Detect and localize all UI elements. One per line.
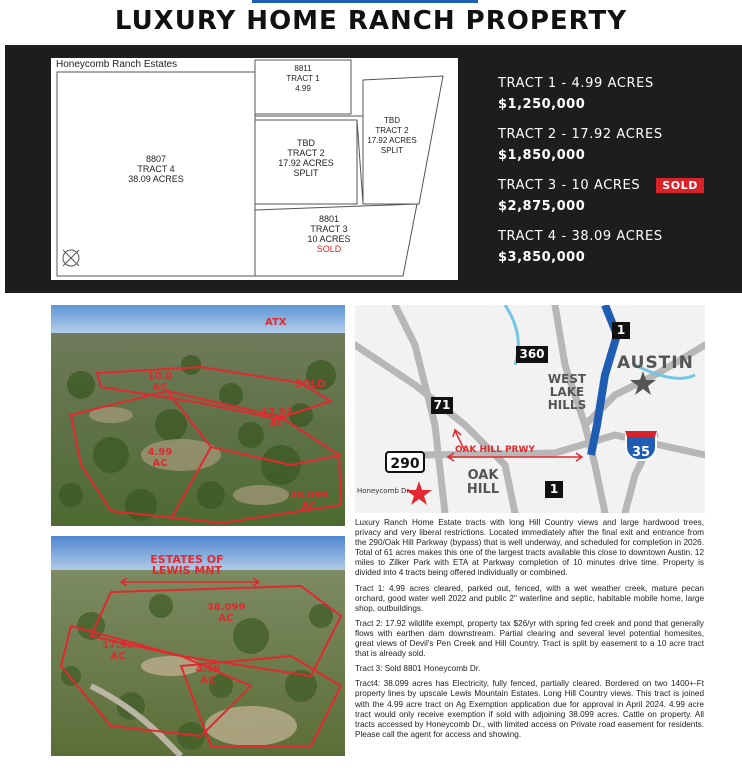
description-tract3: Tract 3: Sold 8801 Honeycomb Dr. [355,664,481,674]
photo2-label-4ac: 4.99 AC [195,664,221,686]
tract-name: TRACT 3 - 10 ACRES [498,178,641,193]
tract-item [498,76,738,127]
map-label-oak-hill-prwy: OAK HILL PRWY [455,445,535,455]
highway-shield-290: 290 [385,451,425,473]
photo1-label-17ac: 17.92 AC [261,407,293,429]
tract-price-list [498,76,738,280]
lot-sold-label: SOLD [316,244,342,254]
map-roads [355,305,705,513]
map-label-west-lake-hills: WEST LAKE HILLS [547,372,587,412]
lot-tract: TRACT 1 [286,74,320,83]
description-tract4: Tract4: 38.099 acres has Electricity, fully fenced, partially cleared. Bordered on two 1400+-Ft property lines by upscale Lewis Mountain Estates. Long Hill Country views. This tract is joined with the 4.99 acre tract on Ag Exemption application due for approval in April 2024. 4.99 acre tract would only receive exemption if sold with adjoining 38.099 acres. Cattle on property. All tracts accessed by Honeycomb Dr., with limited access on Private road easement for residents. Please call the agent for access and showing. [355,679,704,739]
lot-note: SPLIT [293,168,319,178]
lot-id: TBD [297,138,315,148]
photo2-label-17ac: 17.92 AC [102,640,134,662]
highway-shield-360: 360 [516,346,548,363]
photo1-label-10ac: 10.0 AC [147,371,173,393]
description-intro: Luxury Ranch Home Estate tracts with long Hill Country views and large hardwood trees, privacy and very liberal restrictions. Located immediately after the final exit and entrance from the 290/Oak Hill Parkway (bypass) that is well underway, and scheduled for completion in 2026. Total of 61 acres makes this one of the largest tracts available this close to downtown Austin. 12 miles to Zilker Park with ETA at Parkway completion of 10 minutes drive time. Property is divided into 4 tracts being offered individually or combined. [355,518,704,578]
lot-id: 8807 [145,154,167,164]
plat-lines [51,58,458,280]
description-tract1: Tract 1: 4.99 acres cleared, parked out, fenced, with a wet weather creek, mature pecan orchard, good water well 2022 and public 2" waterline and septic, habitable mobile home, large shop, outbuildings. [355,583,704,613]
plat-lot-tract2-west [266,138,346,178]
tract-price: $3,850,000 [498,250,586,265]
photo2-label-estates: ESTATES OF LEWIS MNT [150,553,224,577]
lot-acres: 17.92 ACRES [278,158,334,168]
tract-name: TRACT 1 - 4.99 ACRES [498,76,654,91]
photo1-label-38ac: 38.099 AC [289,490,329,512]
highway-shield-1-south: 1 [545,481,563,498]
lot-tract: TRACT 2 [375,126,409,135]
highway-shield-71: 71 [431,397,453,414]
tract-item [498,229,738,280]
plat-lot-tract3 [299,214,359,254]
lot-acres: 10 ACRES [307,234,351,244]
lot-tract: TRACT 3 [310,224,348,234]
tract-price: $1,850,000 [498,148,586,163]
photo2-label-38ac: 38.099 AC [206,602,246,624]
aerial-photo-2 [51,536,345,756]
tract-item [498,178,738,229]
lot-acres: 38.09 ACRES [128,174,184,184]
photo1-label-sold: SOLD [295,379,326,390]
lot-tract: TRACT 4 [137,164,175,174]
map-label-honeycomb-dr: Honeycomb Dr. [357,487,411,495]
plat-map [51,58,458,280]
map-label-austin: AUSTIN [617,353,694,373]
plat-lot-tract1 [273,64,333,94]
tract-price: $1,250,000 [498,97,586,112]
lot-acres: 17.92 ACRES [367,136,417,145]
property-description [355,518,704,745]
lot-acres: 4.99 [295,84,311,93]
top-accent-line [252,0,478,3]
lot-id: 8801 [318,214,340,224]
description-tract2: Tract 2: 17.92 wildlife exempt, property tax $26/yr with spring fed creek and pond that generally flows with earthen dam downstream. Partial clearing and several level potential homesites, great views of Devil's Pen Creek and Hill Country. Tract is split by easement to a 10 acre tract that is already sold. [355,618,704,659]
tract-item [498,127,738,178]
tract-price: $2,875,000 [498,199,586,214]
map-label-oak-hill: OAK HILL [466,468,500,497]
page-title: LUXURY HOME RANCH PROPERTY [114,6,628,36]
aerial-photo-1 [51,305,345,526]
plat-lot-tract2-east [365,116,419,156]
highway-shield-35: 35 [625,431,657,461]
lot-id: 8811 [294,64,312,73]
tract-name: TRACT 2 - 17.92 ACRES [498,127,663,142]
location-map [355,305,705,513]
lot-note: SPLIT [380,146,404,155]
plat-lot-tract4 [121,154,191,184]
highway-shield-1-north: 1 [612,322,630,339]
plat-heading: Honeycomb Ranch Estates [56,59,178,70]
sold-badge: SOLD [656,178,704,193]
photo1-label-4ac: 4.99 AC [147,447,173,469]
photo1-label-atx: ATX [265,317,287,328]
lot-id: TBD [384,116,400,125]
tract-name: TRACT 4 - 38.09 ACRES [498,229,663,244]
lot-tract: TRACT 2 [287,148,325,158]
